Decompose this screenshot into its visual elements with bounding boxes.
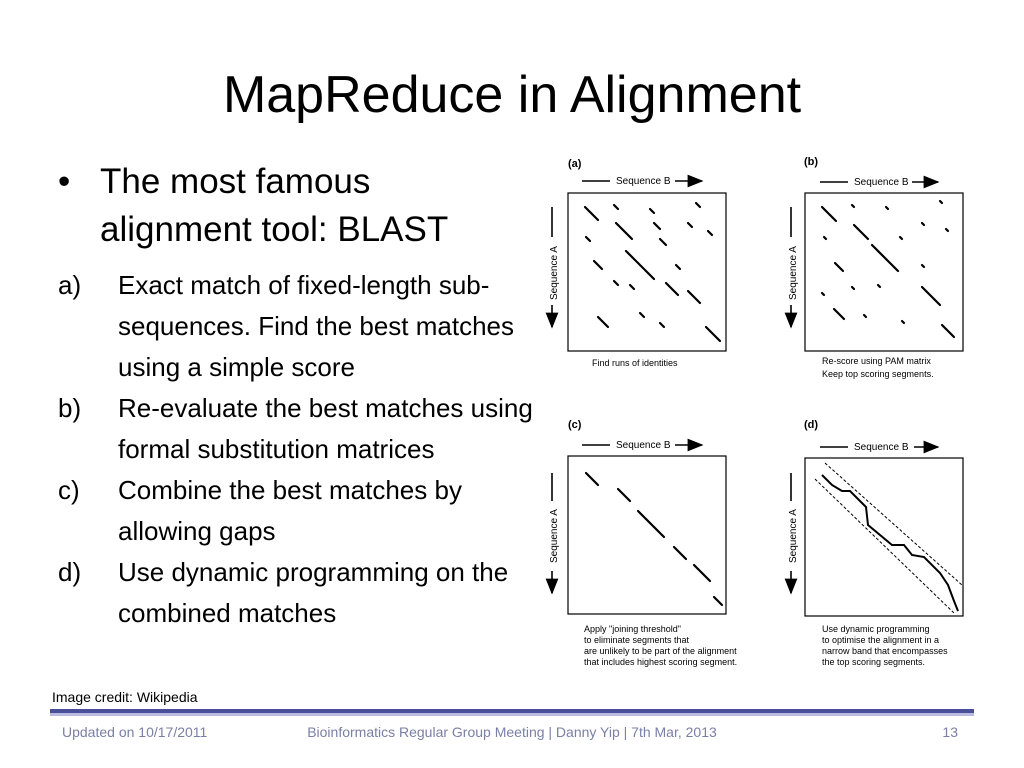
axis-a-label: Sequence A [788,509,799,563]
axis-b-label: Sequence B [854,442,909,453]
step-item [58,552,538,634]
axis-a-label: Sequence A [549,509,560,563]
step-item [58,265,538,388]
panel-caption: to optimise the alignment in a [822,635,940,645]
blast-figure [530,145,1010,680]
step-marker: a) [58,270,82,300]
step-text: Combine the best matches by allowing gaps [118,475,462,546]
step-text: Re-evaluate the best matches using formal substitution matrices [118,393,533,464]
panel-letter: (d) [804,419,819,431]
panel-letter: (b) [804,156,819,168]
panel-caption: that includes highest scoring segment. [584,657,738,667]
step-item [58,470,538,552]
panel-caption: narrow band that encompasses [822,646,948,656]
panel-letter: (a) [568,158,582,170]
axis-b-label: Sequence B [616,440,671,451]
bullet-text: The most famous alignment tool: BLAST [100,162,449,249]
step-marker: c) [58,475,80,505]
dotplot-frame [805,193,963,351]
footer-page-number: 13 [942,724,958,740]
axis-a-label: Sequence A [788,246,799,300]
panel-caption: the top scoring segments. [822,657,926,667]
steps-list [58,265,538,634]
panel-caption: Apply "joining threshold" [584,624,681,634]
blast-diagram [530,145,1010,680]
panel-caption: Use dynamic programming [822,624,930,634]
bullet-dot-icon: • [58,162,71,201]
panel-caption: Keep top scoring segments. [822,369,934,379]
footer-updated-date: Updated on 10/17/2011 [62,724,208,740]
step-text: Use dynamic programming on the combined matches [118,557,509,628]
panel-b [788,156,963,379]
panel-a [549,158,726,368]
axis-a-label: Sequence A [549,246,560,300]
panel-caption: are unlikely to be part of the alignment [584,646,737,656]
panel-caption: to eliminate segments that [584,635,690,645]
axis-b-label: Sequence B [616,176,671,187]
panel-d [788,419,963,667]
panel-caption: Re-score using PAM matrix [822,356,931,366]
panel-c [549,419,737,667]
panel-caption: Find runs of identities [592,358,678,368]
slide-title: MapReduce in Alignment [222,66,802,124]
axis-b-label: Sequence B [854,177,909,188]
bullet-point [58,158,528,254]
footer-meeting-info: Bioinformatics Regular Group Meeting | Danny Yip | 7th Mar, 2013 [307,724,717,740]
panel-letter: (c) [568,419,582,431]
footer-divider-shadow [50,713,974,716]
image-credit: Image credit: Wikipedia [52,689,198,705]
step-marker: d) [58,557,82,587]
step-item [58,388,538,470]
step-text: Exact match of fixed-length sub-sequences. Find the best matches using a simple score [118,270,515,382]
step-marker: b) [58,393,82,423]
